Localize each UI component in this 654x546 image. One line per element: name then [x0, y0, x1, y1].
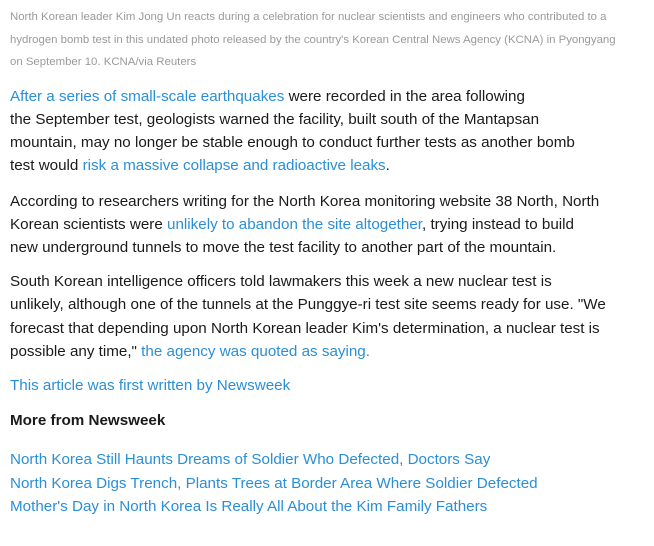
collapse-leaks-link[interactable]: risk a massive collapse and radioactive leaks: [82, 157, 386, 175]
caption-line: North Korean leader Kim Jong Un reacts during a celebration for nuclear scientists and engineers who contributed to a: [10, 11, 607, 23]
earthquakes-link[interactable]: After a series of small-scale earthquakes: [10, 87, 285, 105]
paragraph-text: new underground tunnels to move the test facility to another part of the mountain.: [10, 239, 557, 256]
caption-line: hydrogen bomb test in this undated photo released by the country's Korean Central News Agency (KCNA) in Pyongyang: [10, 33, 616, 46]
paragraph-text: Korean scientists were: [10, 215, 168, 233]
list-item: [10, 472, 654, 495]
paragraph-text: unlikely, although one of the tunnels at the Punggye-ri test site seems ready for use. "We: [10, 296, 606, 314]
list-item: [10, 495, 654, 518]
related-article-link[interactable]: Mother's Day in North Korea Is Really All About the Kim Family Fathers: [10, 497, 488, 515]
article-body: [10, 0, 654, 518]
paragraph-text: mountain, may no longer be stable enough to conduct further tests as another bomb: [10, 134, 575, 152]
paragraph-text: , trying instead to build: [422, 215, 574, 233]
source-paragraph: [10, 374, 654, 397]
paragraph-text: test would: [10, 157, 83, 175]
newsweek-source-link[interactable]: This article was first written by Newsweek: [10, 377, 291, 395]
related-article-link[interactable]: North Korea Still Haunts Dreams of Soldier Who Defected, Doctors Say: [10, 451, 491, 469]
caption-line: on September 10. KCNA/via Reuters: [10, 56, 197, 69]
paragraph-text: .: [385, 157, 390, 175]
related-articles-list: [10, 448, 654, 518]
paragraph-earthquakes: [10, 85, 654, 178]
paragraph-text: the September test, geologists warned the facility, built south of the Mantapsan: [10, 110, 540, 128]
paragraph-intelligence: [10, 270, 654, 363]
paragraph-text: possible any time,": [10, 342, 142, 360]
paragraph-38-north: [10, 190, 654, 260]
paragraph-text: According to researchers writing for the North Korea monitoring website 38 North, North: [10, 192, 600, 210]
related-article-link[interactable]: North Korea Digs Trench, Plants Trees at Border Area Where Soldier Defected: [10, 474, 538, 492]
abandon-site-link[interactable]: unlikely to abandon the site altogether: [167, 215, 423, 233]
photo-caption: [10, 6, 654, 74]
more-from-heading: More from Newsweek: [10, 412, 166, 430]
paragraph-text: South Korean intelligence officers told lawmakers this week a new nuclear test is: [10, 273, 552, 291]
paragraph-text: forecast that depending upon North Korean leader Kim's determination, a nuclear test is: [10, 319, 600, 337]
agency-quoted-link[interactable]: the agency was quoted as saying.: [141, 342, 370, 360]
paragraph-text: were recorded in the area following: [284, 87, 525, 105]
list-item: [10, 448, 654, 471]
